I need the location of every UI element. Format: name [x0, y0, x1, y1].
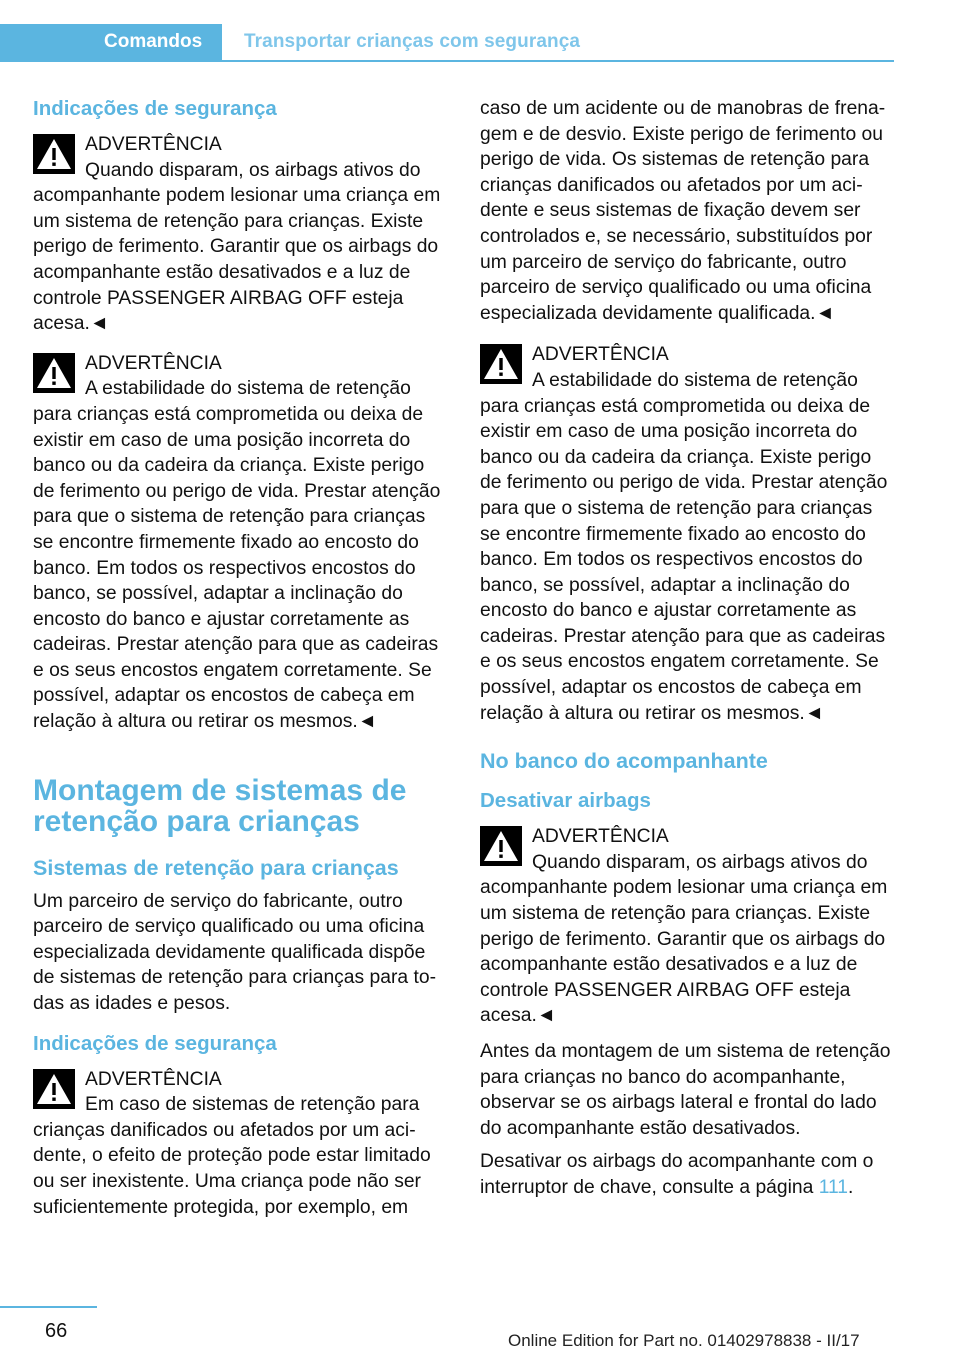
warning-label: ADVERTÊNCIA [85, 352, 222, 374]
left-column [33, 96, 447, 1220]
section-tab[interactable]: Transportar crianças com segurança [244, 31, 581, 52]
warning-block [480, 342, 894, 726]
warning-text: A estabilidade do sistema de retenção para crianças está comprometida ou deixa de existir em caso de uma posição incorreta do banco ou da cadeira da criança. Existe perigo de ferimento ou perigo de vida. Prestar atenção para que o sistema de retenção para crianças se encontre firmemente fixado ao encosto do banco. Em todos os respectivos encostos do banco, se possível, adaptar a inclinação do encosto do banco e ajustar corretamente as cadeiras. Prestar atenção para que as cadeiras e os seus encostos engatem corretamente. Se possível, adaptar os encostos de cabeça em relação à altura ou retirar os mesmos.◄ [480, 369, 888, 724]
warning-text: Quando disparam, os airbags ativos do acompanhante podem lesionar uma criança em um sistema de retenção para crianças. Existe perigo de ferimento. Garantir que os airbags do acompanhante estão desativados e a luz de controle PASSENGER AIRBAG OFF esteja acesa.◄ [480, 851, 888, 1027]
warning-icon [480, 344, 522, 384]
warning-icon [33, 353, 75, 393]
chapter-heading: Montagem de sistemas de retenção para crianças [33, 773, 407, 838]
chapter-tab[interactable]: Comandos [0, 24, 222, 60]
warning-label: ADVERTÊNCIA [85, 134, 222, 155]
continued-paragraph: caso de um acidente ou de manobras de frenagem e de desvio. Existe perigo de ferimento ou perigo de vida. Os sistemas de retenção para crianças danificados ou afetados por um acidente e seus sistemas de fixação devem ser controlados e, se necessário, substituídos por um parceiro de serviço do fabricante, outro parceiro de serviço qualificado ou uma oficina especializada devidamente qualificada.◄ [480, 98, 886, 324]
warning-block [33, 351, 447, 735]
systems-paragraph: Um parceiro de serviço do fabricante, outro parceiro de serviço qualificado ou uma oficina especializada devidamente qualificada dispõe de sistemas de retenção para crianças para todas as idades e pesos. [33, 890, 436, 1015]
section-heading-safety-2: Indicações de segurança [33, 1031, 277, 1055]
header-bar [0, 24, 894, 60]
warning-icon [480, 826, 522, 866]
section-heading-passenger: No banco do acompanhante [480, 749, 768, 774]
warning-text: Em caso de sistemas de retenção para crianças danificados ou afetados por um acidente, o efeito de proteção pode estar limitado ou ser inexistente. Uma criança pode não ser suficientemente protegida, por exemplo, em [33, 1094, 431, 1218]
warning-label: ADVERTÊNCIA [532, 344, 669, 366]
paragraph-before-install: Antes da montagem de um sistema de retenção para crianças no banco do acompanhante, observar se os airbags lateral e frontal do lado do acompanhante estão desativados. [480, 1041, 891, 1139]
paragraph-deactivate-end: . [848, 1176, 854, 1198]
warning-icon [33, 1069, 75, 1109]
header-rule [0, 60, 894, 62]
edition-note: Online Edition for Part no. 01402978838 - II/17 [508, 1331, 860, 1350]
section-heading-safety: Indicações de segurança [33, 97, 277, 120]
warning-text: Quando disparam, os airbags ativos do acompanhante podem lesionar uma criança em um sistema de retenção para crianças. Existe perigo de ferimento. Garantir que os airbags do acompanhante estão desativados e a luz de controle PASSENGER AIRBAG OFF esteja acesa.◄ [33, 159, 441, 335]
warning-block [33, 1067, 447, 1221]
warning-label: ADVERTÊNCIA [85, 1068, 222, 1090]
paragraph-deactivate [480, 1149, 894, 1200]
warning-label: ADVERTÊNCIA [532, 826, 669, 848]
subsection-heading-deactivate: Desativar airbags [480, 789, 651, 813]
warning-text: A estabilidade do sistema de retenção para crianças está comprometida ou deixa de existir em caso de uma posição incorreta do banco ou da cadeira da criança. Existe perigo de ferimento ou perigo de vida. Prestar atenção para que o sistema de retenção para crianças se encontre firmemente fixado ao encosto do banco. Em todos os respectivos encostos do banco, se possível, adaptar a inclinação do encosto do banco e ajustar corretamente as cadeiras. Prestar atenção para que as cadeiras e os seus encostos engatem corretamente. Se possível, adaptar os encostos de cabeça em relação à altura ou retirar os mesmos.◄ [33, 378, 441, 733]
warning-icon [33, 134, 75, 174]
section-heading-systems: Sistemas de retenção para crianças [33, 855, 399, 880]
footer-rule [0, 1306, 97, 1308]
page-reference-link[interactable]: 111 [818, 1176, 849, 1198]
warning-block [480, 824, 894, 1029]
paragraph-deactivate-text: Desativar os airbags do acompanhante com o interruptor de chave, consulte a página [480, 1151, 874, 1198]
page-number: 66 [45, 1320, 68, 1342]
right-column [480, 96, 894, 1201]
warning-block [33, 132, 447, 337]
